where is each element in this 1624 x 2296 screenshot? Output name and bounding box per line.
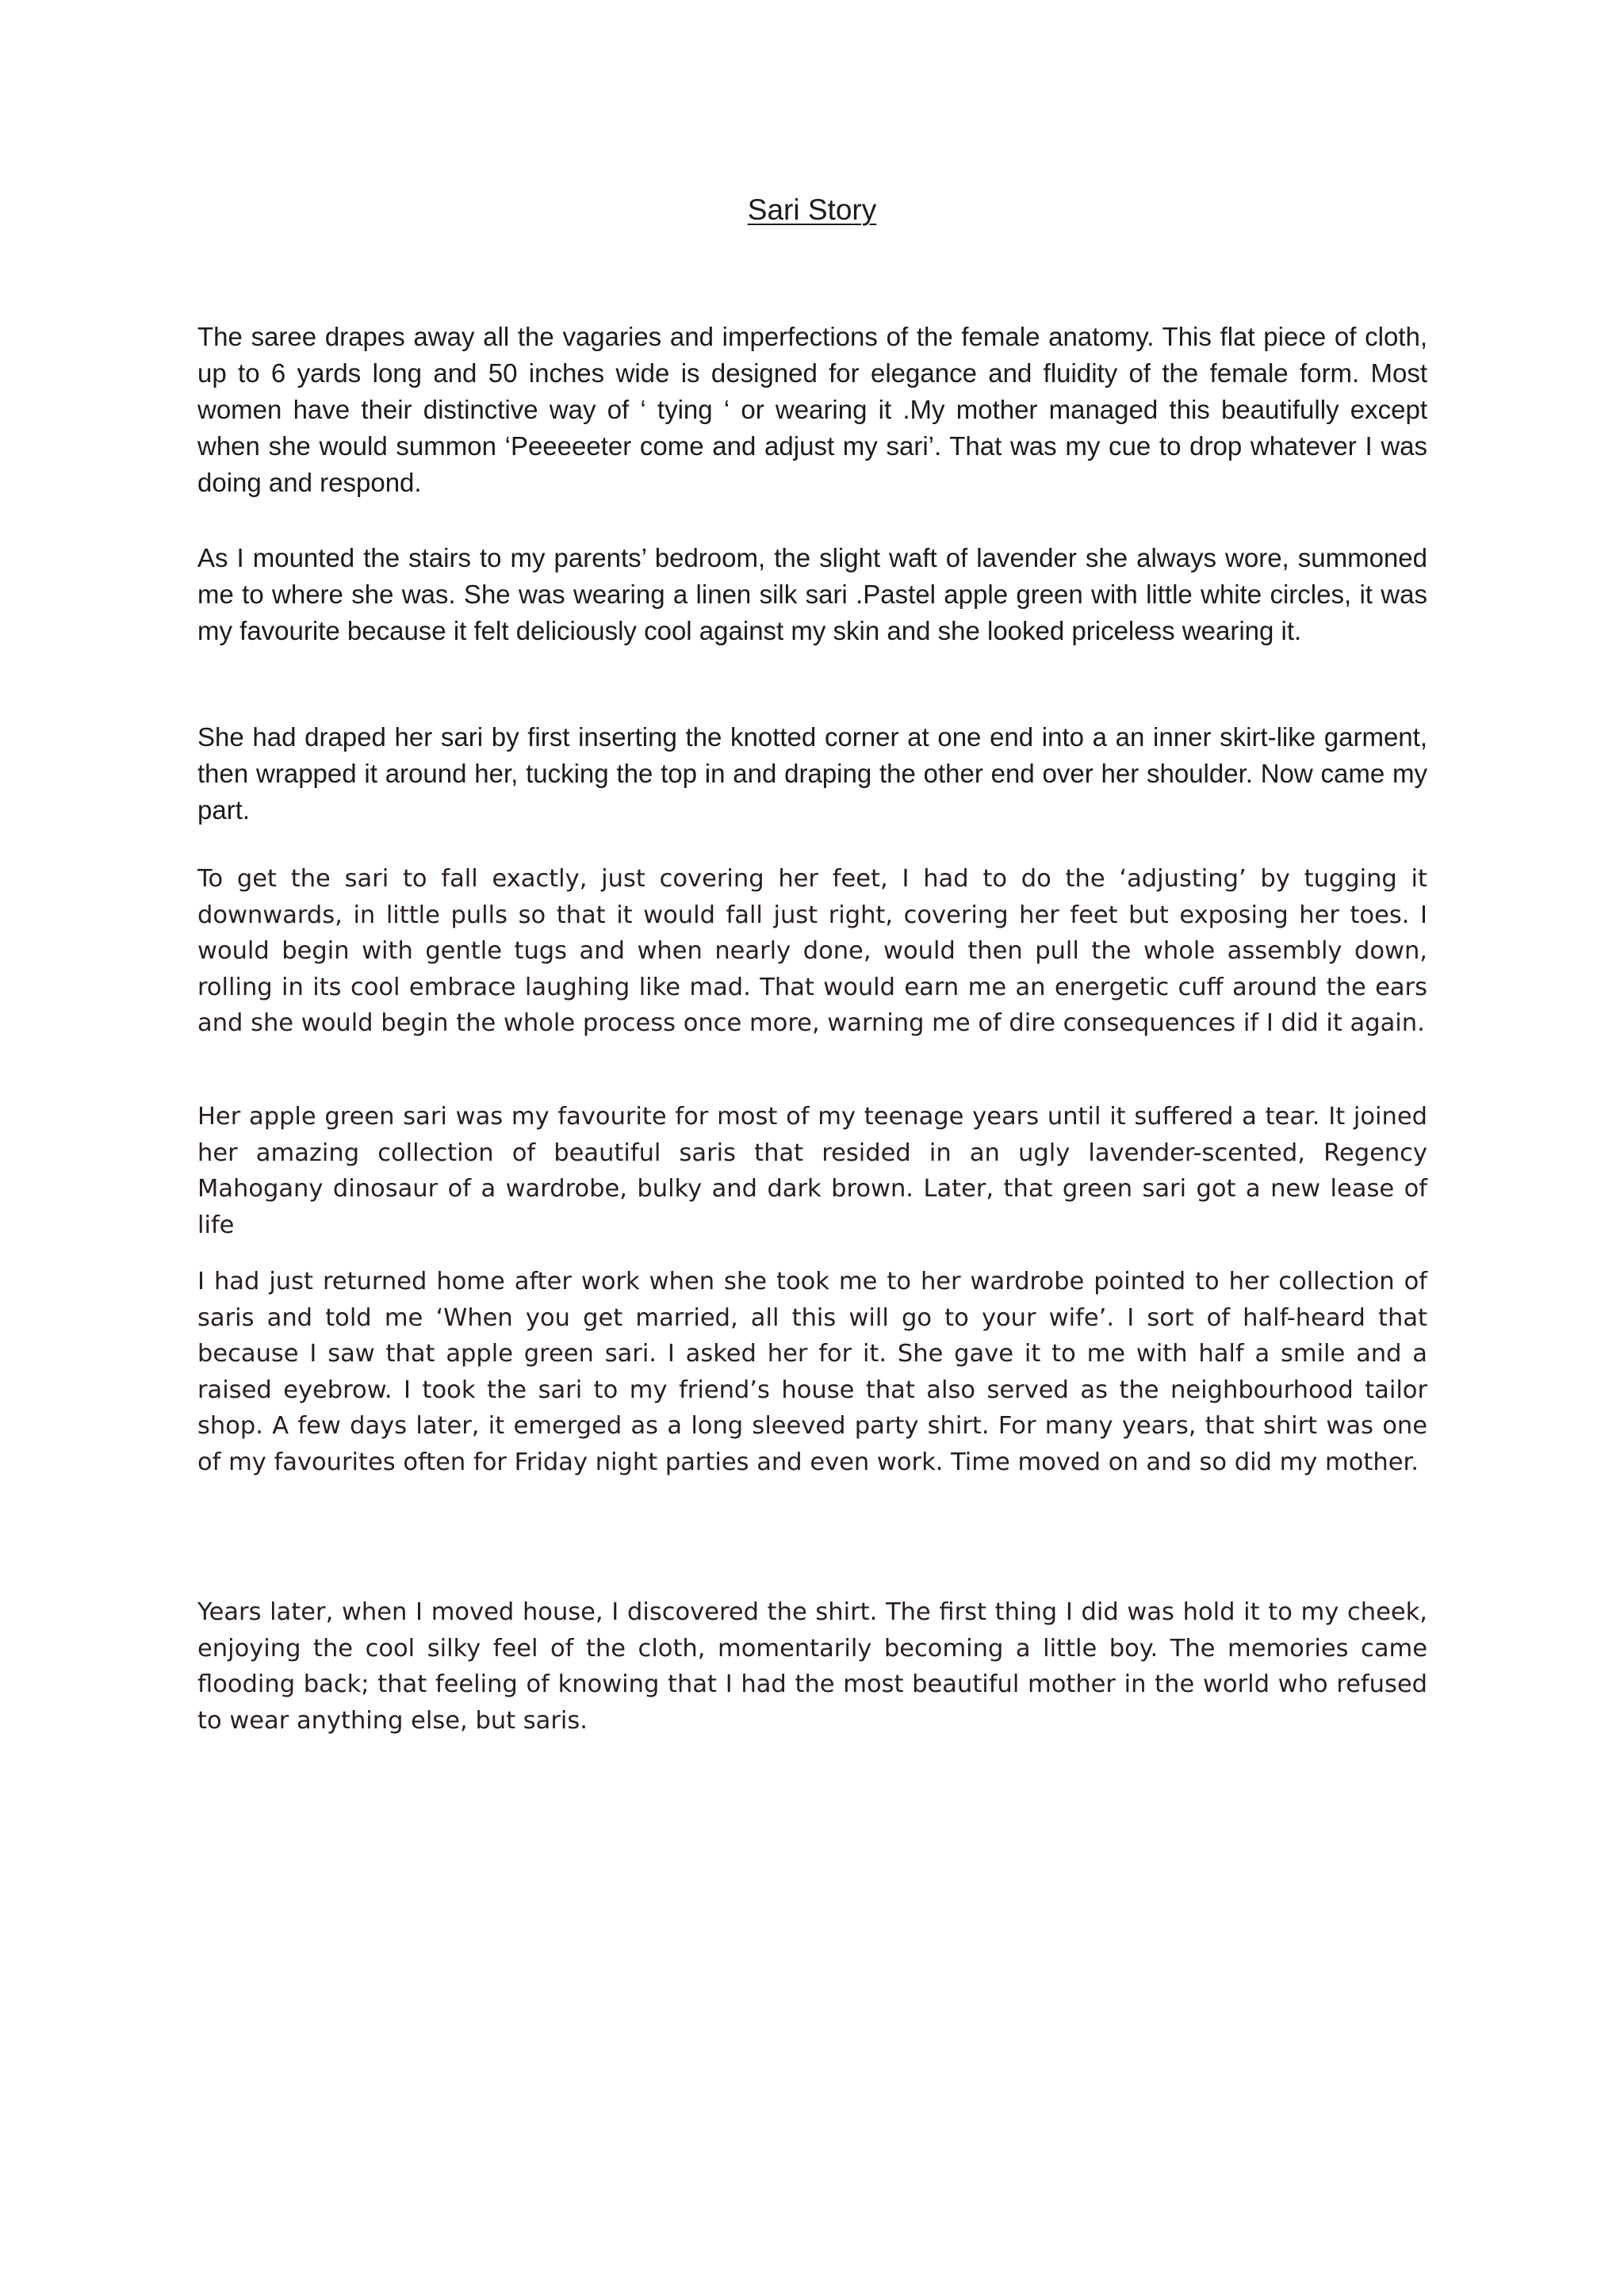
paragraph-6: I had just returned home after work when she took me to her wardrobe pointed to her collection of saris and told me ‘When you get married, all this will go to your wife’. I sort of half-heard that because I saw that apple green sari. I asked her for it. She gave it to me with half a smile and a raised eyebrow. I took the sari to my friend’s house that also served as the neighbourhood tailor shop. A few days later, it emerged as a long sleeved party shirt. For many years, that shirt was one of my favourites often for Friday night parties and even work. Time moved on and so did my mother. (197, 1268, 1427, 1476)
paragraph-4: To get the sari to fall exactly, just covering her feet, I had to do the ‘adjusting’ by tugging it downwards, in little pulls so that it would fall just right, covering her feet but exposing her toes. I would begin with gentle tugs and when nearly done, would then pull the whole assembly down, rolling in its cool embrace laughing like mad. That would earn me an energetic cuff around the ears and she would begin the whole process once more, warning me of dire consequences if I did it again. (197, 865, 1427, 1037)
paragraph-3: She had draped her sari by first inserting the knotted corner at one end into a an inner skirt-like garment, then wrapped it around her, tucking the top in and draping the other end over her shoulder. Now came my part. (197, 722, 1427, 825)
document-title: Sari Story (747, 193, 877, 226)
paragraph-5: Her apple green sari was my favourite for most of my teenage years until it suffered a tear. It joined her amazing collection of beautiful saris that resided in an ugly lavender-scented, Regency Mahogany dinosaur of a wardrobe, bulky and dark brown. Later, that green sari got a new lease of life (197, 1103, 1427, 1239)
paragraph-1: The saree drapes away all the vagaries and imperfections of the female anatomy. This flat piece of cloth, up to 6 yards long and 50 inches wide is designed for elegance and fluidity of the female form. Most women have their distinctive way of ‘ tying ‘ or wearing it .My mother managed this beautifully except when she would summon ‘Peeeeeter come and adjust my sari’. That was my cue to drop whatever I was doing and respond. (197, 322, 1427, 497)
paragraph-7: Years later, when I moved house, I discovered the shirt. The first thing I did was hold it to my cheek, enjoying the cool silky feel of the cloth, momentarily becoming a little boy. The memories came flooding back; that feeling of knowing that I had the most beautiful mother in the world who refused to wear anything else, but saris. (197, 1598, 1427, 1735)
paragraph-2: As I mounted the stairs to my parents’ bedroom, the slight waft of lavender she always wore, summoned me to where she was. She was wearing a linen silk sari .Pastel apple green with little white circles, it was my favourite because it felt deliciously cool against my skin and she looked priceless wearing it. (197, 543, 1427, 645)
